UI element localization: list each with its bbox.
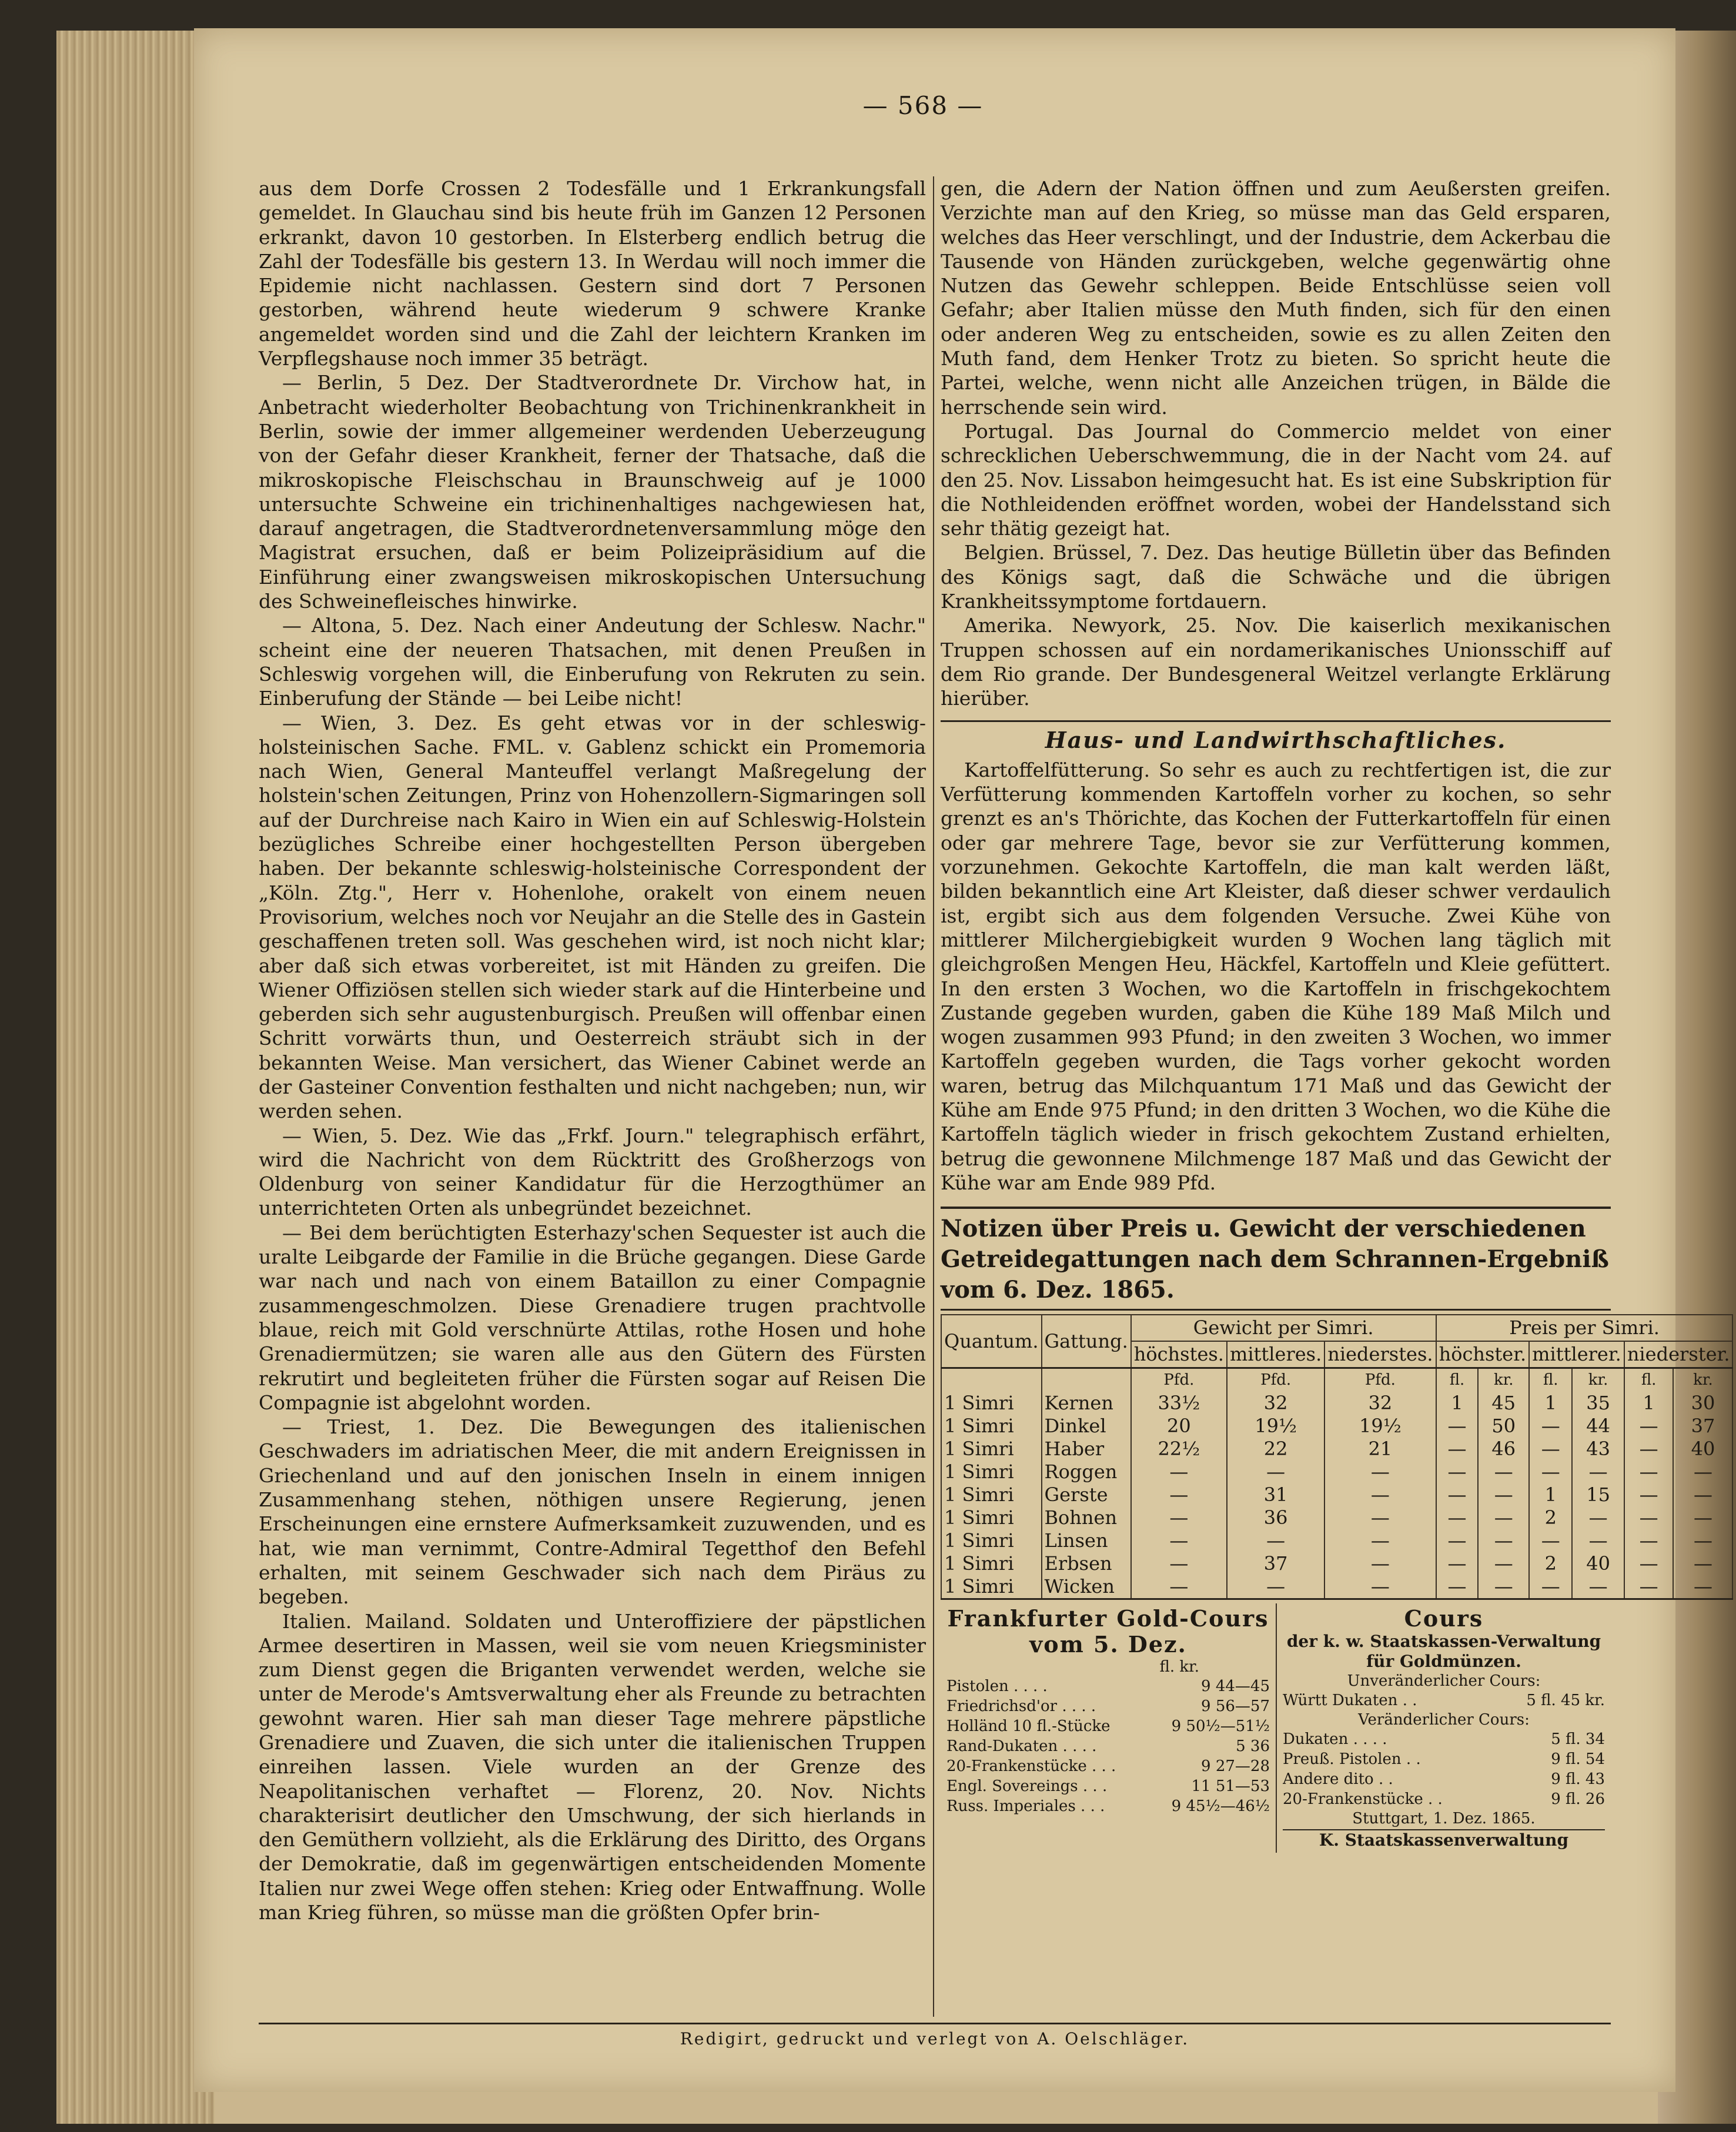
rate-name: Württ Dukaten . . [1283,1692,1417,1710]
rate-name: Engl. Sovereings . . . [946,1777,1108,1796]
unit-cell: kr. [1478,1368,1529,1392]
table-cell-p1kr: — [1478,1506,1529,1529]
table-cell-p3kr: 40 [1673,1438,1732,1461]
table-cell-g2: — [1227,1529,1324,1552]
units-row [941,1368,1732,1392]
table-cell-p1fl: — [1436,1506,1479,1529]
rate-row [946,1756,1270,1776]
table-cell-g2: 37 [1227,1552,1324,1575]
table-cell-g2: — [1227,1461,1324,1483]
table-cell-p3fl: — [1624,1483,1674,1506]
table-cell-kind: Dinkel [1042,1415,1131,1438]
table-cell-kind: Linsen [1042,1529,1131,1552]
table-cell-g1: 20 [1131,1415,1227,1438]
table-cell-g3: — [1324,1461,1436,1483]
cours-subtitle: der k. w. Staatskassen-Verwaltung für Goldmünzen. [1286,1632,1601,1672]
table-cell-qty: 1 Simri [941,1529,1042,1552]
table-cell-p3fl: — [1624,1552,1674,1575]
right-article: Portugal. Das Journal do Commercio meldet von einer schrecklichen Ueberschwemmung, die in der Nacht vom 24. auf den 25. Nov. Lissabon heimgesucht hat. Es ist eine Subskription für die Nothleidenden eröffnet worden, wobei der Handelsstand sich sehr thätig gezeigt hat. [941,419,1611,540]
rate-value: 11 51—53 [1191,1777,1270,1796]
page-number: — 568 — [862,91,984,120]
left-article: — Berlin, 5 Dez. Der Stadtverordnete Dr. Virchow hat, in Anbetracht wiederholter Beobachtung von Trichinenkrankheit in Berlin, sowie der immer allgemeiner werdenden Ueberzeugung von der Gefahr dieser Krankheit, ferner der Thatsache, daß die mikroskopische Fleischschau in Braunschweig auf je 1000 untersuchte Schweine ein trichinenhaltiges nachgewiesen hat, darauf angetragen, die Stadtverordnetenversammlung möge den Magistrat ersuchen, daß er beim Polizeipräsidium auf die Einführung einer zwangsweisen mikroskopischen Untersuchung des Schweinefleisches hinwirke. [259,371,926,613]
table-cell-g1: — [1131,1483,1227,1506]
rate-row [1283,1690,1605,1710]
table-cell-p3fl: — [1624,1575,1674,1599]
unit-cell: kr. [1673,1368,1732,1392]
table-cell-g1: 22½ [1131,1438,1227,1461]
table-cell-p3fl: 1 [1624,1392,1674,1415]
left-article: Italien. Mailand. Soldaten und Unteroffiziere der päpstlichen Armee desertiren in Massen, weil sie vom neuen Kriegsminister zum Dienst gegen die Briganten verwendet werden, welche sie unter de Merode's Amtsverwaltung eher als Freunde zu betrachten gewohnt waren. Hier sah man dieser Tage mehrere päpstliche Grenadiere und Zuaven, die sich unter die italienischen Truppen einreihen lassen. Viele wurden an der Grenze des Neapolitanischen verhaftet — Florenz, 20. Nov. Nichts charakterisirt deutlicher den Umschwung, der sich hierlands in den Gemüthern vollzieht, als die Erklärung des Diritto, des Organs der Demokratie, daß im gegenwärtigen entscheidenden Momente Italien nur zwei Wege offen stehen: Krieg oder Entwaffnung. Wolle man Krieg führen, so müsse man die größten Opfer brin- [259,1609,926,1924]
table-cell-p1fl: — [1436,1483,1479,1506]
right-column [941,176,1730,1853]
grain-price-table [941,1314,1733,1600]
section-heading: Haus- und Landwirthschaftliches. [1045,726,1507,753]
table-cell-kind: Gerste [1042,1483,1131,1506]
table-cell-p1fl: — [1436,1529,1479,1552]
table-row [941,1483,1732,1506]
rate-row [946,1736,1270,1756]
table-cell-p3kr: — [1673,1461,1732,1483]
table-cell-g1: — [1131,1461,1227,1483]
rate-row [946,1796,1270,1816]
rate-value: 5 36 [1236,1737,1270,1756]
unit-cell: Pfd. [1131,1368,1227,1392]
cours-place-date: Stuttgart, 1. Dez. 1865. [1352,1810,1536,1828]
table-cell-p2kr: 40 [1572,1552,1624,1575]
rate-name: Dukaten . . . . [1283,1730,1387,1749]
staatskassen-cours [1276,1603,1611,1853]
table-cell-p3kr: — [1673,1506,1732,1529]
unit-cell: fl. [1624,1368,1674,1392]
article-kartoffelfuetterung: Kartoffelfütterung. So sehr es auch zu rechtfertigen ist, die zur Verfütterung kommenden Kartoffeln vorher zu kochen, so sehr grenzt es an's Thörichte, das Kochen der Futterkartoffeln für einen oder gar mehrere Tage, bevor sie zur Verfütterung kommen, vorzunehmen. Gekochte Kartoffeln, die man kalt werden läßt, bilden bekanntlich eine Art Kleister, daß dieser schwer verdaulich ist, ergibt sich aus dem folgenden Versuche. Zwei Kühe von mittlerer Milchergiebigkeit wurden 9 Wochen lang täglich mit gleichgroßen Mengen Heu, Häckfel, Kartoffeln und Kleie gefüttert. In den ersten 3 Wochen, wo die Kartoffeln in frischgekochtem Zustande gegeben wurden, gaben die Kühe 189 Maß Milch und wogen zusammen 993 Pfund; in den zweiten 3 Wochen, wo immer Kartoffeln gegeben wurden, die Tags vorher gekocht worden waren, betrug das Milchquantum 171 Maß und das Gewicht der Kühe am Ende 975 Pfund; in den dritten 3 Wochen, wo die Kühe die Kartoffeln täglich wieder in frisch gekochtem Zustand erhielten, betrug die gewonnene Milchmenge 187 Maß und das Gewicht der Kühe war am Ende 989 Pfd. [941,758,1611,1194]
table-cell-qty: 1 Simri [941,1483,1042,1506]
exchange-rates [941,1603,1611,1853]
table-row [941,1415,1732,1438]
table-cell-p2fl: — [1529,1461,1572,1483]
left-article: — Bei dem berüchtigten Esterhazy'schen Sequester ist auch die uralte Leibgarde der Familie in die Brüche gegangen. Diese Garde war nach und nach von einem Bataillon zu einer Compagnie zusammengeschmolzen. Diese Grenadiere trugen prachtvolle blaue, reich mit Gold verschnürte Attilas, rothe Hosen und hohe Grenadiermützen; sie waren alle aus den Gütern des Fürsten rekrutirt und begleiteten früher die Fürsten sogar auf Reisen Die Compagnie ist abgelohnt worden. [259,1221,926,1414]
table-cell-p3fl: — [1624,1506,1674,1529]
table-cell-kind: Kernen [1042,1392,1131,1415]
table-cell-g3: 21 [1324,1438,1436,1461]
table-row [941,1506,1732,1529]
table-cell-p1kr: — [1478,1575,1529,1599]
cours-variable-head: Veränderlicher Cours: [1358,1711,1530,1729]
rate-row [1283,1729,1605,1749]
col-header-quantum: Quantum. [941,1315,1042,1368]
table-cell-p2fl: — [1529,1415,1572,1438]
table-cell-p3kr: — [1673,1483,1732,1506]
col-header-mittlerer: mittlerer. [1529,1341,1624,1368]
table-cell-p1fl: — [1436,1552,1479,1575]
frankfurt-gold-cours [941,1603,1276,1853]
col-header-preis: Preis per Simri. [1436,1315,1733,1341]
rate-value: 9 fl. 43 [1551,1770,1605,1789]
rate-row [1283,1769,1605,1789]
table-cell-qty: 1 Simri [941,1392,1042,1415]
right-article: gen, die Adern der Nation öffnen und zum Aeußersten greifen. Verzichte man auf den Krieg, so müsse man das Geld ersparen, welches das Heer verschlingt, und der Industrie, dem Ackerbau die Tausende von Händen zurückgeben, welche gegenwärtig ohne Nutzen das Gewehr schleppen. Beide Entschlüsse seien voll Gefahr; aber Italien müsse den Muth finden, sich für den einen oder anderen Weg zu entscheiden, sowie es zu allen Zeiten den Muth fand, dem Henker Trotz zu bieten. So spricht heute die Partei, welche, wenn nicht alle Anzeichen trügen, in Bälde die herrschende sein wird. [941,177,1611,419]
table-cell-g2: 19½ [1227,1415,1324,1438]
table-cell-p2kr: 15 [1572,1483,1624,1506]
table-cell-p2kr: 43 [1572,1438,1624,1461]
rate-value: 9 56—57 [1201,1697,1270,1716]
table-cell-qty: 1 Simri [941,1506,1042,1529]
unit-cell [941,1368,1042,1392]
table-cell-g1: — [1131,1506,1227,1529]
table-cell-g1: — [1131,1575,1227,1599]
frankfurt-rows [946,1676,1270,1816]
left-article: — Triest, 1. Dez. Die Bewegungen des italienischen Geschwaders im adriatischen Meer, die mit andern Ereignissen in Griechenland und auf den jonischen Inseln in einem innigen Zusammenhang stehen, nöthigen unsere Regierung, jenen Erscheinungen eine ernstere Aufmerksamkeit zuzuwenden, und es hat, wie man vernimmt, Contre-Admiral Tegetthof den Befehl erhalten, mit seinem Geschwader sich nach dem Piräus zu begeben. [259,1415,926,1609]
table-cell-g3: 19½ [1324,1415,1436,1438]
table-row [941,1392,1732,1415]
rate-name: Andere dito . . [1283,1770,1393,1789]
table-cell-p1kr: — [1478,1552,1529,1575]
rate-row [946,1716,1270,1736]
right-article: Belgien. Brüssel, 7. Dez. Das heutige Bülletin über das Befinden des Königs sagt, daß die Schwäche und die übrigen Krankheitssymptome fortdauern. [941,541,1611,613]
right-article: Amerika. Newyork, 25. Nov. Die kaiserlich mexikanischen Truppen schossen auf ein nordamerikanisches Unionsschiff auf dem Rio grande. Der Bundesgeneral Weitzel verlangte Erklärung hierüber. [941,614,1611,710]
table-cell-g2: 31 [1227,1483,1324,1506]
table-cell-p2kr: — [1572,1529,1624,1552]
frankfurt-units: fl. kr. [1159,1658,1199,1676]
col-header-hoechstes: höchstes. [1131,1341,1227,1368]
rate-row [946,1676,1270,1696]
table-cell-g3: — [1324,1483,1436,1506]
table-cell-p1kr: 46 [1478,1438,1529,1461]
cours-fixed-rows [1283,1690,1605,1710]
table-cell-p2kr: — [1572,1506,1624,1529]
table-cell-p3fl: — [1624,1529,1674,1552]
rate-value: 5 fl. 45 kr. [1526,1692,1605,1710]
left-article: aus dem Dorfe Crossen 2 Todesfälle und 1 Erkrankungsfall gemeldet. In Glauchau sind bis heute früh im Ganzen 12 Personen erkrankt, davon 10 gestorben. In Elsterberg endlich betrug die Zahl der Todesfälle bis gestern 13. In Werdau will noch immer die Epidemie nicht nachlassen. Gestern sind dort 7 Personen gestorben, während heute wiederum 9 schwere Kranke angemeldet worden sind und die Zahl der leichtern Kranken im Verpflegshause noch immer 35 beträgt. [259,177,926,370]
table-cell-p1kr: 50 [1478,1415,1529,1438]
table-cell-qty: 1 Simri [941,1552,1042,1575]
table-cell-p1kr: — [1478,1483,1529,1506]
col-header-niederster: niederster. [1624,1341,1733,1368]
table-cell-g3: — [1324,1552,1436,1575]
rate-value: 9 27—28 [1201,1757,1270,1776]
table-cell-g3: — [1324,1506,1436,1529]
col-header-niederstes: niederstes. [1324,1341,1436,1368]
table-cell-kind: Wicken [1042,1575,1131,1599]
table-cell-qty: 1 Simri [941,1415,1042,1438]
rate-row [1283,1749,1605,1769]
unit-cell: kr. [1572,1368,1624,1392]
page-edges-left [56,31,215,2124]
cours-signature: K. Staatskassenverwaltung [1283,1829,1605,1850]
table-cell-p3fl: — [1624,1415,1674,1438]
left-column [259,176,926,1924]
table-row [941,1461,1732,1483]
table-cell-g1: — [1131,1529,1227,1552]
table-row [941,1552,1732,1575]
table-cell-p2kr: 35 [1572,1392,1624,1415]
table-row [941,1438,1732,1461]
table-row [941,1575,1732,1599]
table-cell-p1fl: 1 [1436,1392,1479,1415]
right-column-articles [941,176,1611,711]
table-cell-p2fl: — [1529,1438,1572,1461]
table-cell-p3kr: 37 [1673,1415,1732,1438]
table-cell-g3: — [1324,1575,1436,1599]
table-cell-kind: Bohnen [1042,1506,1131,1529]
left-article: — Altona, 5. Dez. Nach einer Andeutung der Schlesw. Nachr." scheint eine der neueren Thatsachen, mit denen Preußen in Schleswig vorgehen will, die Einberufung von Rekruten zu sein. Einberufung der Stände — bei Leibe nicht! [259,614,926,710]
column-divider [933,176,934,2017]
frankfurt-title: Frankfurter Gold-Cours [947,1605,1269,1632]
rate-value: 9 50½—51½ [1171,1717,1270,1736]
table-cell-p2fl: — [1529,1575,1572,1599]
table-cell-p3fl: — [1624,1461,1674,1483]
rate-row [1283,1789,1605,1809]
table-cell-p1kr: — [1478,1529,1529,1552]
section-divider [941,720,1611,722]
table-cell-kind: Erbsen [1042,1552,1131,1575]
left-article: — Wien, 5. Dez. Wie das „Frkf. Journ." telegraphisch erfährt, wird die Nachricht von dem Rücktritt des Großherzogs von Oldenburg von seiner Kandidatur für die Herzogthümer an unterrichteten Orten als unbegründet bezeichnet. [259,1124,926,1220]
unit-cell: fl. [1436,1368,1479,1392]
rate-value: 9 45½—46½ [1171,1797,1270,1816]
imprint-line: Redigirt, gedruckt und verlegt von A. Oelschläger. [259,2023,1611,2049]
cours-variable-rows [1283,1729,1605,1809]
table-cell-g3: 32 [1324,1392,1436,1415]
table-cell-p2fl: — [1529,1529,1572,1552]
table-cell-p1kr: 45 [1478,1392,1529,1415]
rate-name: Preuß. Pistolen . . [1283,1750,1421,1769]
cours-fixed-head: Unveränderlicher Cours: [1347,1672,1541,1690]
rate-row [946,1696,1270,1716]
col-header-gattung: Gattung. [1042,1315,1131,1368]
table-cell-p2kr: — [1572,1575,1624,1599]
table-cell-g1: — [1131,1552,1227,1575]
table-cell-p1fl: — [1436,1415,1479,1438]
rate-name: 20-Frankenstücke . . . [946,1757,1116,1776]
rate-value: 9 fl. 26 [1551,1790,1605,1809]
table-cell-kind: Haber [1042,1438,1131,1461]
table-cell-p3kr: — [1673,1529,1732,1552]
table-cell-p2kr: 44 [1572,1415,1624,1438]
rate-value: 9 44—45 [1201,1677,1270,1696]
rate-name: Rand-Dukaten . . . . [946,1737,1097,1756]
table-cell-g3: — [1324,1529,1436,1552]
col-header-mittleres: mittleres. [1227,1341,1324,1368]
left-article: — Wien, 3. Dez. Es geht etwas vor in der schleswig-holsteinischen Sache. FML. v. Gablenz schickt ein Promemoria nach Wien, General Manteuffel verlangt Maßregelung der holstein'schen Zeitungen, Prinz von Hohenzollern-Sigmaringen soll auf der Durchreise nach Kairo in Wien ein auf Schleswig-Holstein bezügliches Schreibe einer hochgestellten Person übergeben haben. Der bekannte schleswig-holsteinische Correspondent der „Köln. Ztg.", Herr v. Hohenlohe, orakelt von einem neuen Provisorium, welches noch vor Neujahr an die Stelle des in Gastein geschaffenen treten soll. Was geschehen wird, ist noch nicht klar; aber daß sich etwas vorbereitet, ist mit Händen zu greifen. Die Wiener Offiziösen stellen sich wieder stark auf die Hinterbeine und geberden sich sehr augustenburgisch. Preußen will offenbar einen Schritt vorwärts thun, und Oesterreich sträubt sich in der bekannten Weise. Man versichert, das Wiener Cabinet werde an der Gasteiner Convention festhalten und nicht nachgeben; nun, wir werden sehen. [259,711,926,1123]
grain-table-title: Notizen über Preis u. Gewicht der verschiedenen Getreidegattungen nach dem Schrannen-Ergebniß vom 6. Dez. 1865. [941,1207,1611,1311]
rate-name: Holländ 10 fl.-Stücke [946,1717,1110,1736]
table-cell-p3kr: 30 [1673,1392,1732,1415]
unit-cell: fl. [1529,1368,1572,1392]
cours-title: Cours [1404,1605,1484,1632]
table-cell-qty: 1 Simri [941,1575,1042,1599]
rate-value: 9 fl. 54 [1551,1750,1605,1769]
table-cell-p1fl: — [1436,1438,1479,1461]
table-cell-g2: 22 [1227,1438,1324,1461]
table-cell-p2fl: 2 [1529,1506,1572,1529]
unit-cell [1042,1368,1131,1392]
table-cell-p1kr: — [1478,1461,1529,1483]
rate-name: Friedrichsd'or . . . . [946,1697,1096,1716]
table-cell-p3kr: — [1673,1575,1732,1599]
grain-table-body [941,1368,1732,1599]
col-header-gewicht: Gewicht per Simri. [1131,1315,1436,1341]
table-cell-p2fl: 1 [1529,1392,1572,1415]
table-cell-p1fl: — [1436,1461,1479,1483]
unit-cell: Pfd. [1227,1368,1324,1392]
table-cell-g2: — [1227,1575,1324,1599]
table-cell-p2kr: — [1572,1461,1624,1483]
table-cell-p3kr: — [1673,1552,1732,1575]
frankfurt-subtitle: vom 5. Dez. [1029,1631,1187,1658]
table-cell-p2fl: 1 [1529,1483,1572,1506]
table-cell-qty: 1 Simri [941,1461,1042,1483]
rate-name: Pistolen . . . . [946,1677,1048,1696]
table-cell-qty: 1 Simri [941,1438,1042,1461]
table-cell-p3fl: — [1624,1438,1674,1461]
table-row [941,1529,1732,1552]
rate-value: 5 fl. 34 [1551,1730,1605,1749]
rate-row [946,1776,1270,1796]
rate-name: Russ. Imperiales . . . [946,1797,1105,1816]
table-cell-p1fl: — [1436,1575,1479,1599]
table-cell-g1: 33½ [1131,1392,1227,1415]
table-cell-p2fl: 2 [1529,1552,1572,1575]
rate-name: 20-Frankenstücke . . [1283,1790,1443,1809]
table-cell-g2: 36 [1227,1506,1324,1529]
col-header-hoechster: höchster. [1436,1341,1530,1368]
unit-cell: Pfd. [1324,1368,1436,1392]
table-cell-kind: Roggen [1042,1461,1131,1483]
table-cell-g2: 32 [1227,1392,1324,1415]
